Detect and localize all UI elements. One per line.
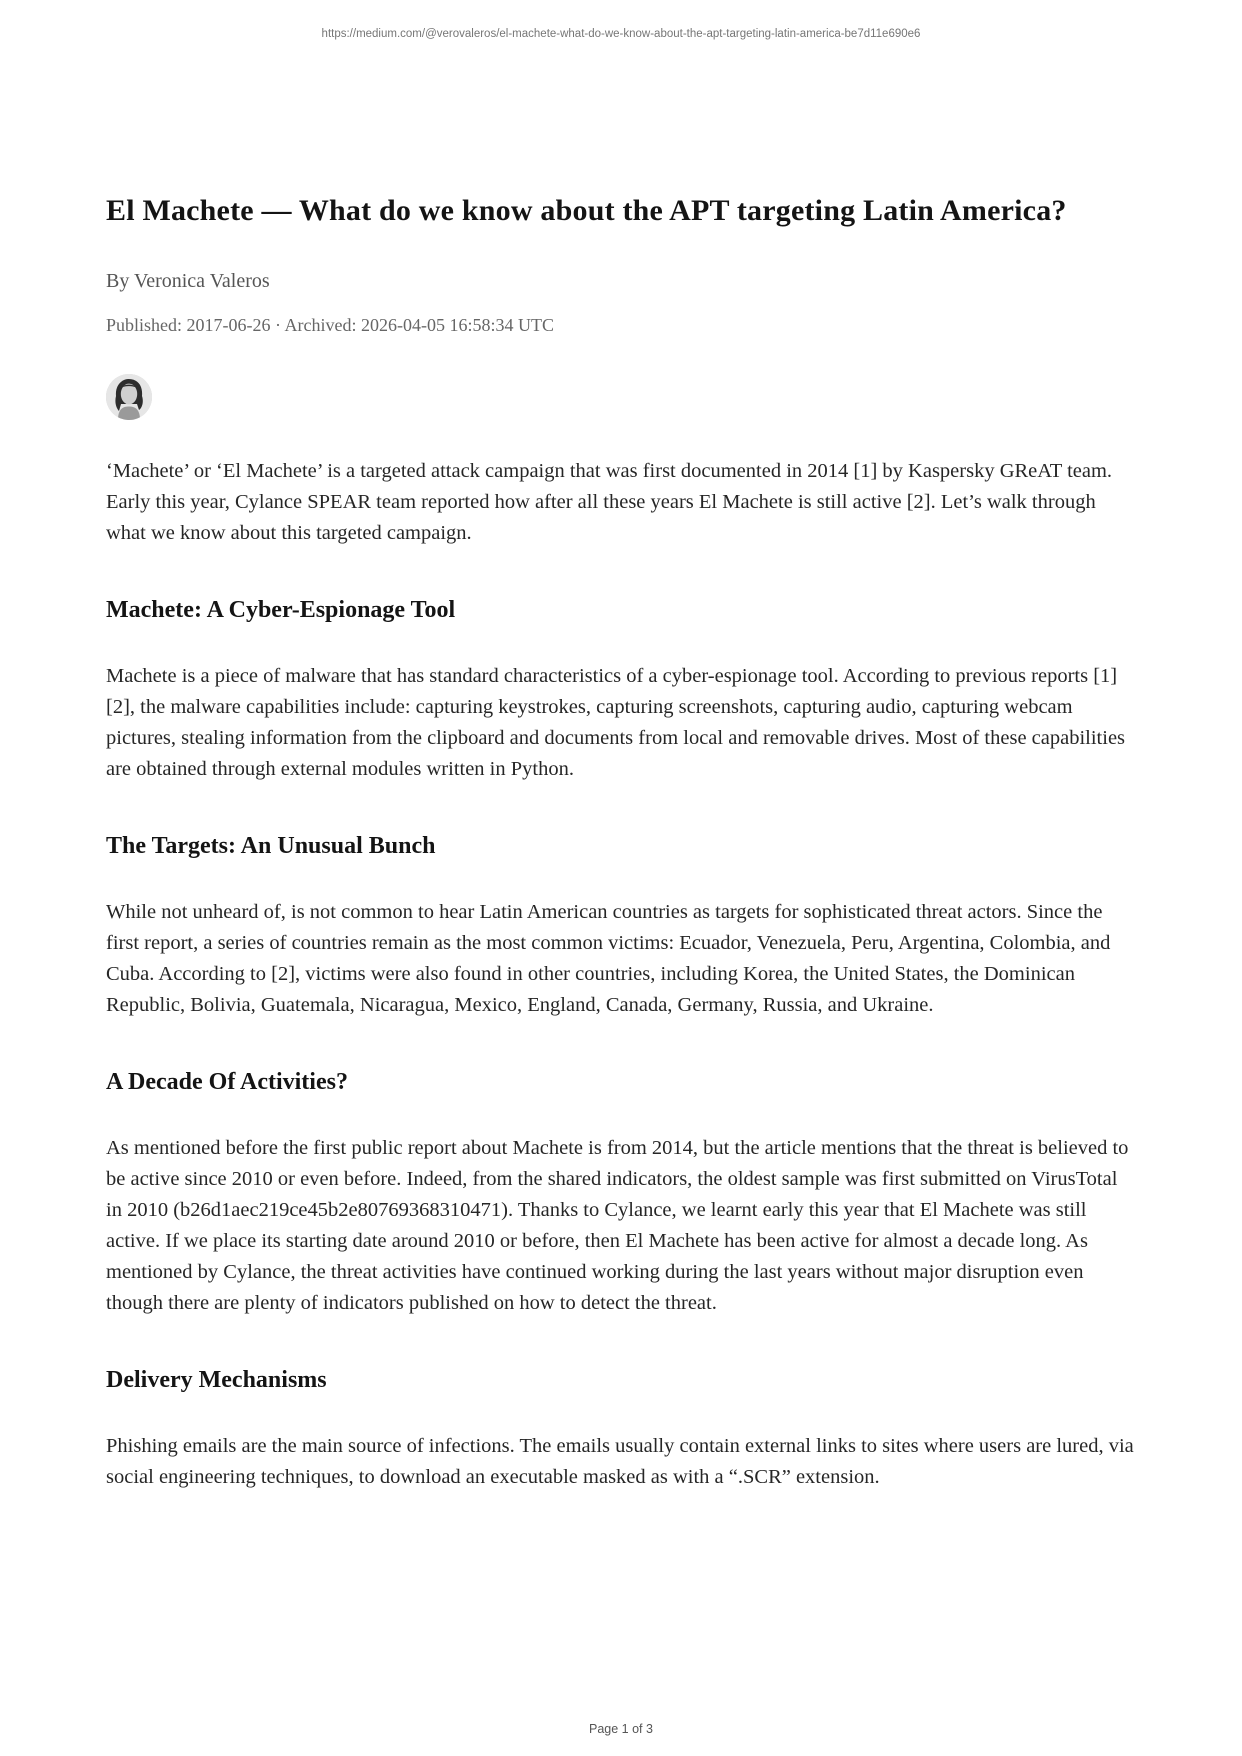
section-paragraph: As mentioned before the first public report about Machete is from 2014, but the article mentions that the threat is believed to be active since 2010 or even before. Indeed, from the shared indicators, the oldest sample was first submitted on VirusTotal in 2010 (b26d1aec219ce45b2e80769368310471). Thanks to Cylance, we learnt early this year that El Machete was still active. If we place its starting date around 2010 or before, then El Machete has been active for almost a decade long. As mentioned by Cylance, the threat activities have continued working during the last years without major disruption even though there are plenty of indicators published on how to detect the threat.: [106, 1137, 1129, 1314]
publish-archive-meta: Published: 2017-06-26 · Archived: 2026-04-05 16:58:34 UTC: [106, 315, 554, 335]
author-byline: By Veronica Valeros: [106, 270, 270, 292]
section-heading-cyber-espionage-tool: Machete: A Cyber-Espionage Tool: [106, 597, 456, 623]
section-paragraph: While not unheard of, is not common to hear Latin American countries as targets for sophisticated threat actors. Since the first report, a series of countries remain as the most common victims: Ecuador, Venezuela, Peru, Argentina, Colombia, and Cuba. According to [2], victims were also found in other countries, including Korea, the United States, the Dominican Republic, Bolivia, Guatemala, Nicaragua, Mexico, England, Canada, Germany, Russia, and Ukraine.: [106, 901, 1111, 1016]
section-paragraph: Machete is a piece of malware that has standard characteristics of a cyber-espionage tool. According to previous reports [1] [2], the malware capabilities include: capturing keystrokes, capturing screenshots, capturing audio, capturing webcam pictures, stealing information from the clipboard and documents from local and removable drives. Most of these capabilities are obtained through external modules written in Python.: [106, 665, 1126, 780]
person-portrait-icon: [106, 374, 152, 420]
archive-url: https://medium.com/@verovaleros/el-machete-what-do-we-know-about-the-apt-targeting-latin-america-be7d11e690e6: [321, 28, 921, 40]
article-body: [106, 186, 1136, 1493]
author-avatar: [106, 374, 152, 420]
page-title: El Machete — What do we know about the APT targeting Latin America?: [106, 194, 1067, 227]
section-heading-targets: The Targets: An Unusual Bunch: [106, 833, 436, 859]
section-heading-delivery-mechanisms: Delivery Mechanisms: [106, 1367, 327, 1393]
section-heading-decade-of-activities: A Decade Of Activities?: [106, 1069, 348, 1095]
page-number-indicator: Page 1 of 3: [589, 1722, 653, 1736]
intro-paragraph: ‘Machete’ or ‘El Machete’ is a targeted attack campaign that was first documented in 2014 [1] by Kaspersky GReAT team. Early this year, Cylance SPEAR team reported how after all these years El Machete is still active [2]. Let’s walk through what we know about this targeted campaign.: [106, 460, 1113, 544]
section-paragraph: Phishing emails are the main source of infections. The emails usually contain external links to sites where users are lured, via social engineering techniques, to download an executable masked as with a “.SCR” extension.: [106, 1435, 1134, 1488]
